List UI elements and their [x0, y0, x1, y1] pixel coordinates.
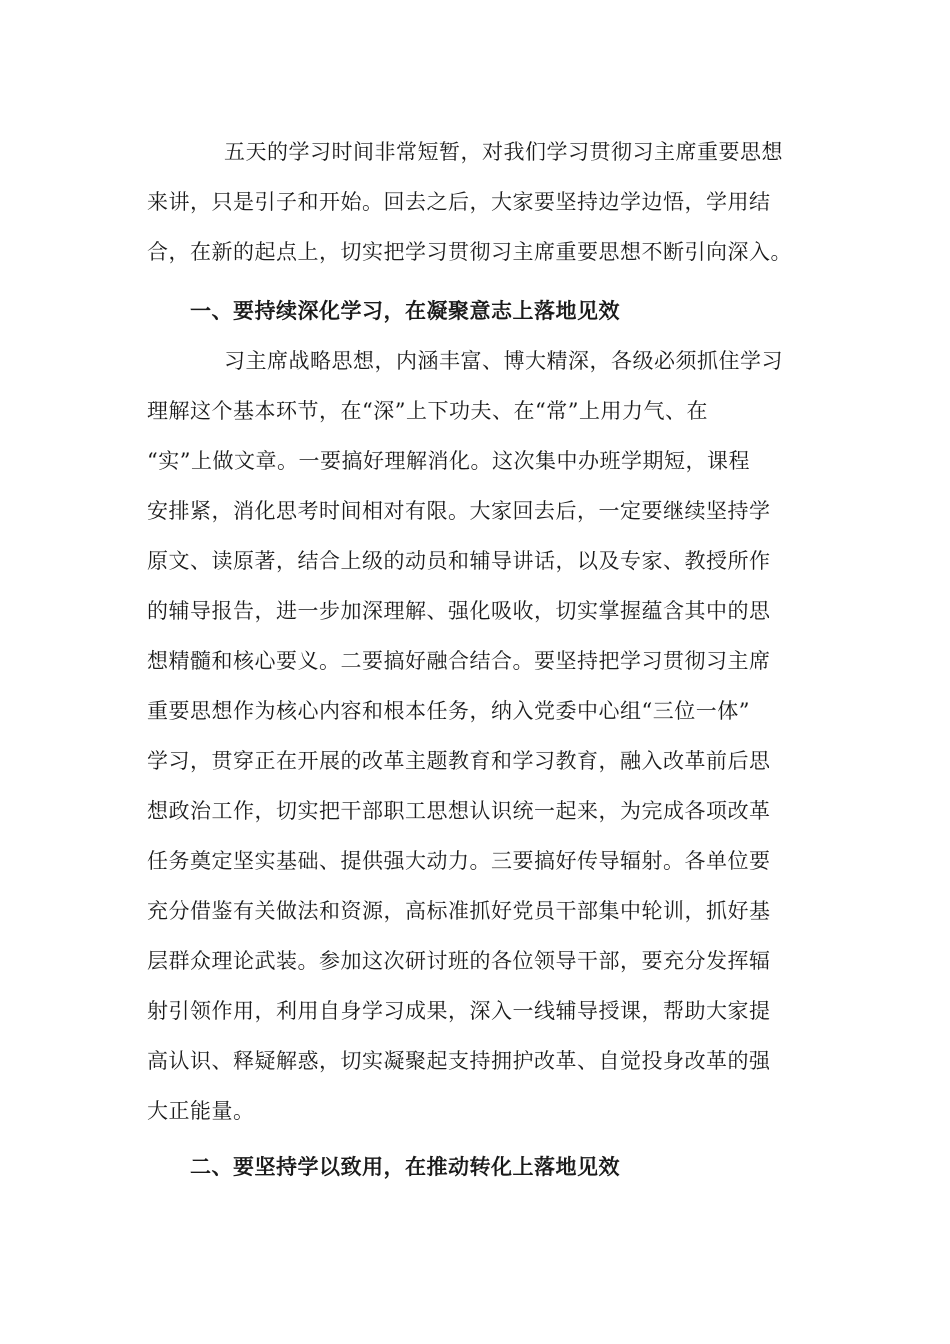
intro-line-1: 五天的学习时间非常短暂，对我们学习贯彻习主席重要思想	[224, 140, 783, 164]
section1-line-12: 充分借鉴有关做法和资源，高标准抓好党员干部集中轮训，抓好基	[147, 899, 771, 923]
section1-line-13: 层群众理论武装。参加这次研讨班的各位领导干部，要充分发挥辐	[147, 949, 771, 973]
section1-line-16: 大正能量。	[147, 1099, 255, 1123]
section1-line-9: 学习，贯穿正在开展的改革主题教育和学习教育，融入改革前后思	[147, 749, 771, 773]
intro-line-2: 来讲，只是引子和开始。回去之后，大家要坚持边学边悟，学用结	[147, 190, 771, 214]
section1-line-1: 习主席战略思想，内涵丰富、博大精深，各级必须抓住学习	[224, 349, 783, 373]
section-heading-2: 二、要坚持学以致用，在推动转化上落地见效	[190, 1154, 620, 1179]
section1-line-3: “实”上做文章。一要搞好理解消化。这次集中办班学期短，课程	[147, 449, 750, 473]
section1-line-14: 射引领作用，利用自身学习成果，深入一线辅导授课，帮助大家提	[147, 999, 771, 1023]
section1-line-5: 原文、读原著，结合上级的动员和辅导讲话，以及专家、教授所作	[147, 549, 771, 573]
section1-line-11: 任务奠定坚实基础、提供强大动力。三要搞好传导辐射。各单位要	[147, 849, 771, 873]
section1-line-15: 高认识、释疑解惑，切实凝聚起支持拥护改革、自觉投身改革的强	[147, 1049, 771, 1073]
section1-line-7: 想精髓和核心要义。二要搞好融合结合。要坚持把学习贯彻习主席	[147, 649, 771, 673]
intro-line-3: 合，在新的起点上，切实把学习贯彻习主席重要思想不断引向深入。	[147, 240, 792, 264]
section-heading-1: 一、要持续深化学习，在凝聚意志上落地见效	[190, 298, 620, 323]
section1-line-6: 的辅导报告，进一步加深理解、强化吸收，切实掌握蕴含其中的思	[147, 599, 771, 623]
section1-line-2: 理解这个基本环节，在“深”上下功夫、在“常”上用力气、在	[147, 399, 708, 423]
section1-line-8: 重要思想作为核心内容和根本任务，纳入党委中心组“三位一体”	[147, 699, 750, 723]
section1-line-4: 安排紧，消化思考时间相对有限。大家回去后，一定要继续坚持学	[147, 499, 771, 523]
section1-line-10: 想政治工作，切实把干部职工思想认识统一起来，为完成各项改革	[147, 799, 771, 823]
